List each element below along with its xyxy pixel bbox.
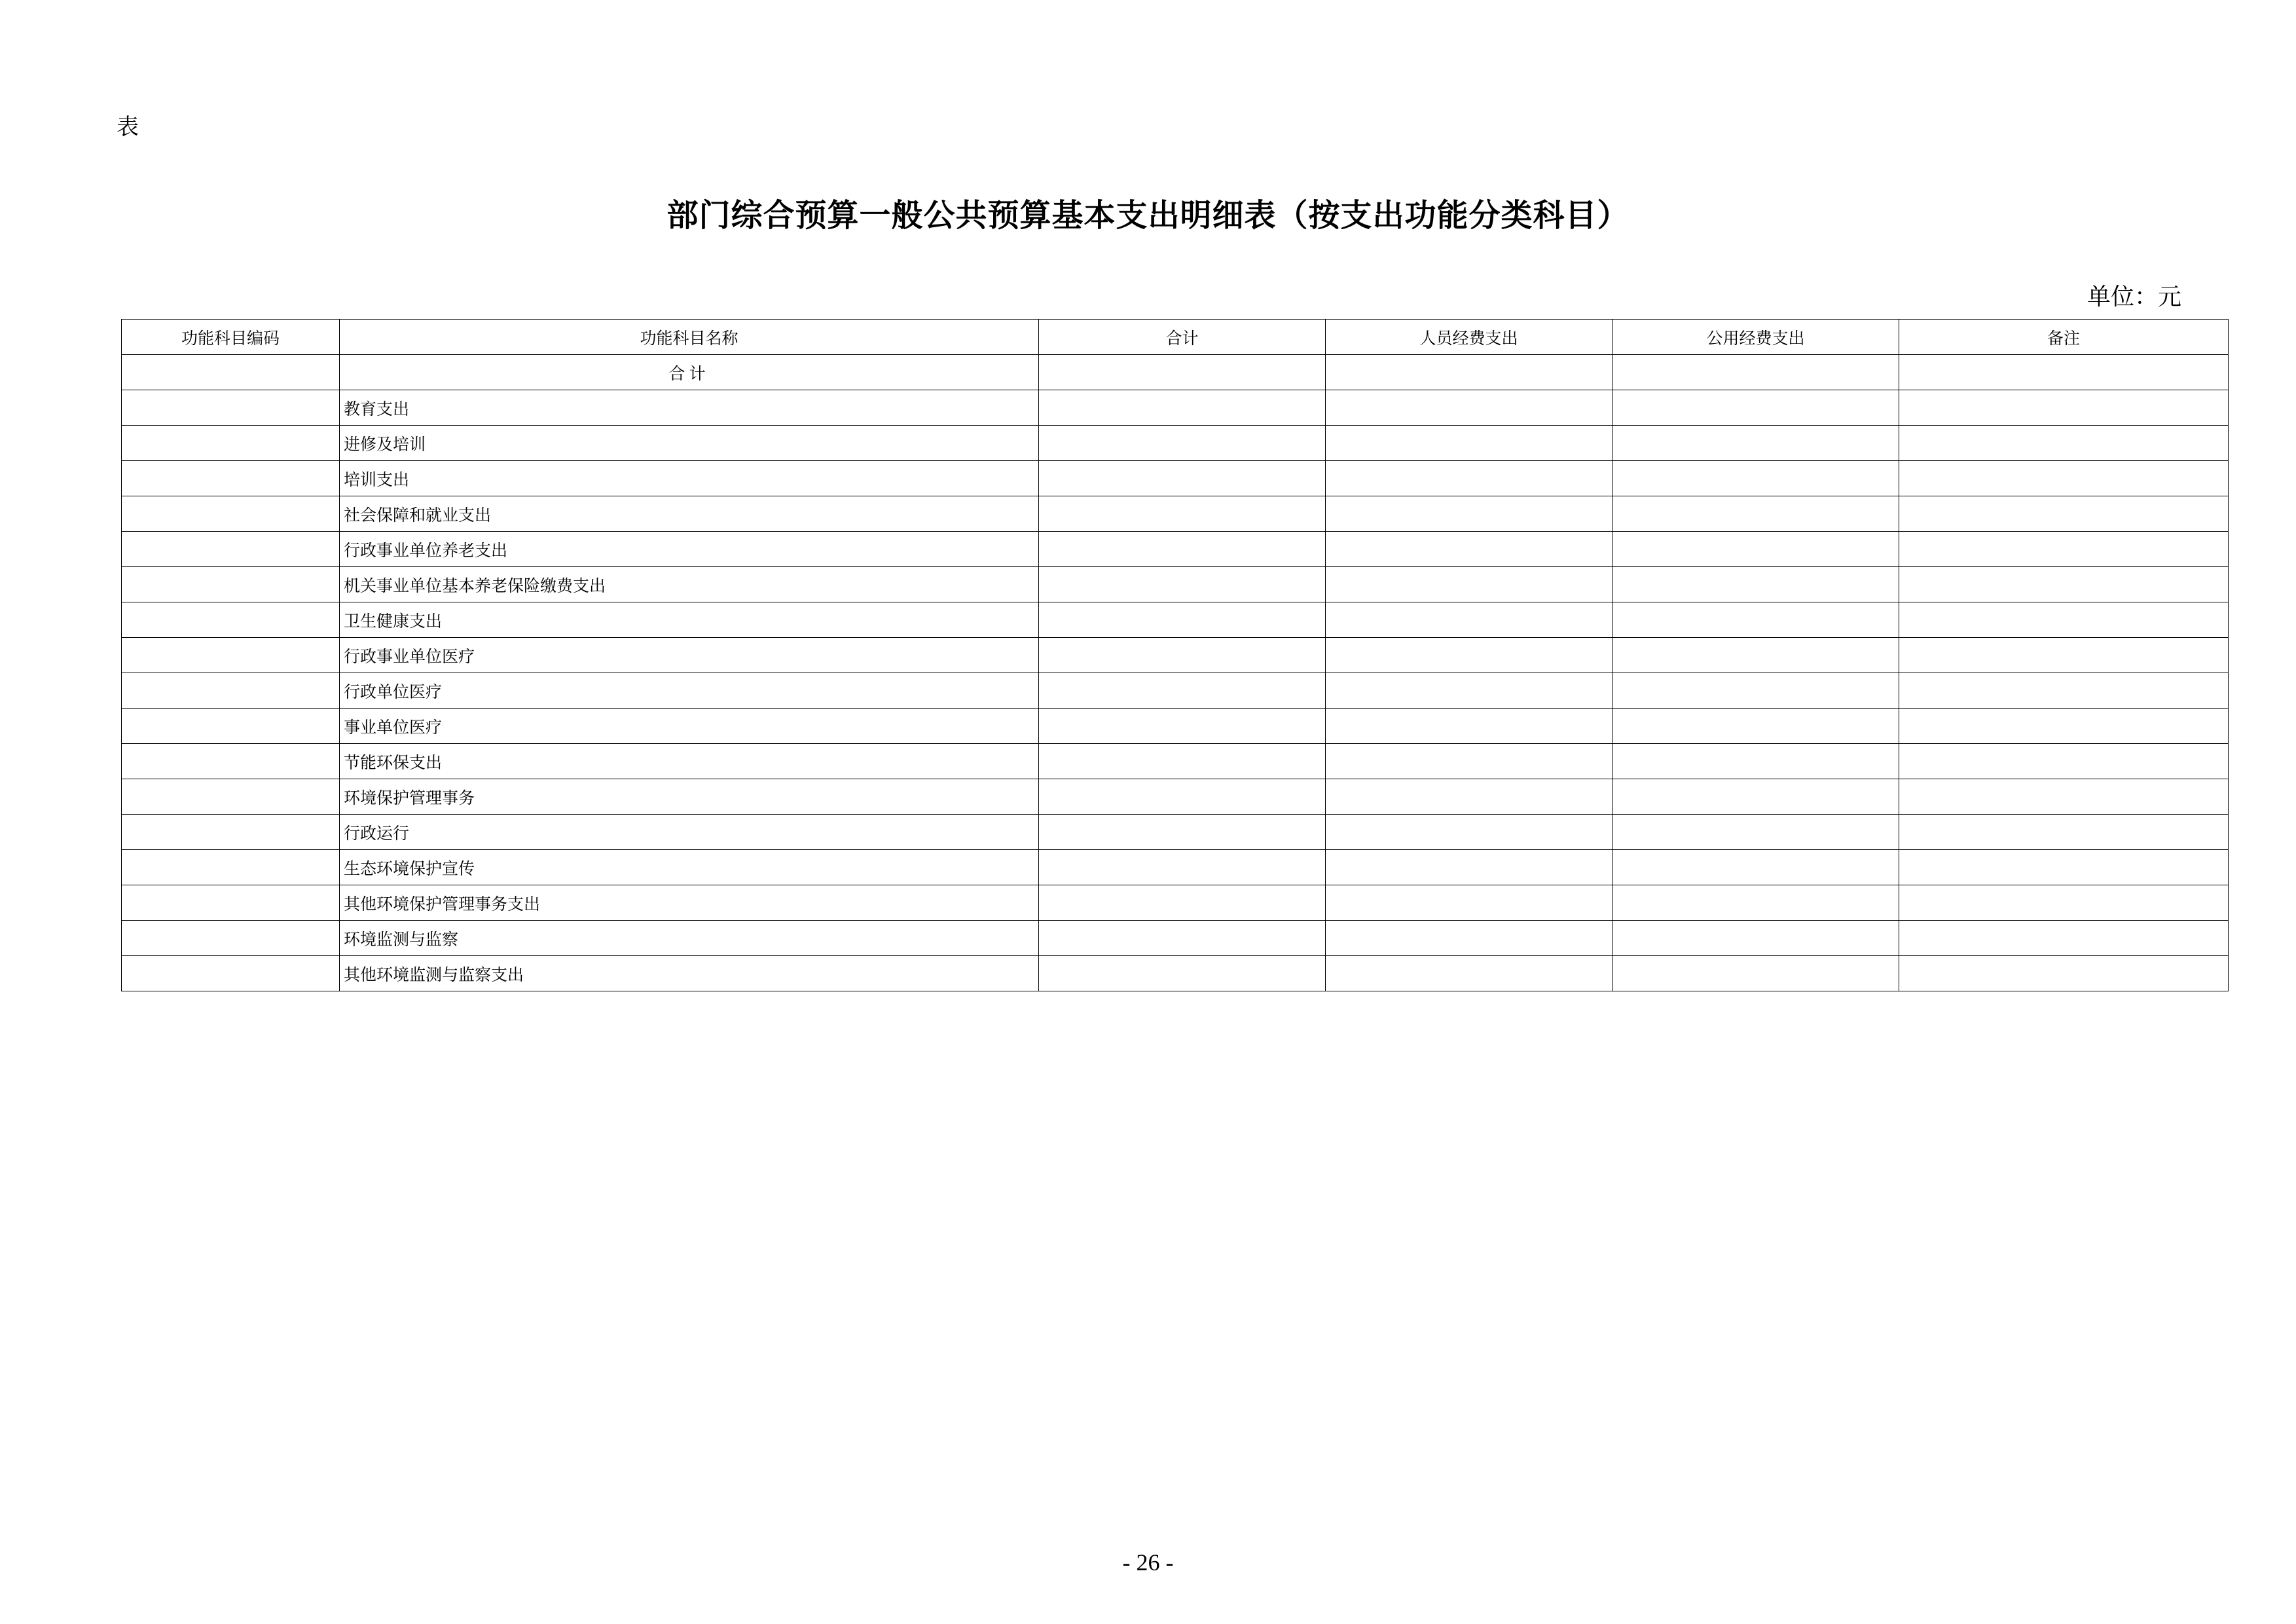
cell-code (122, 956, 340, 991)
cell-public (1613, 355, 1899, 390)
cell-note (1899, 355, 2229, 390)
cell-name: 社会保障和就业支出 (340, 496, 1039, 532)
cell-public (1613, 390, 1899, 426)
cell-name: 进修及培训 (340, 426, 1039, 461)
cell-total (1039, 885, 1326, 921)
cell-public (1613, 496, 1899, 532)
cell-personnel (1326, 638, 1613, 673)
cell-public (1613, 709, 1899, 744)
cell-personnel (1326, 496, 1613, 532)
page-title: 部门综合预算一般公共预算基本支出明细表（按支出功能分类科目） (666, 198, 1630, 233)
cell-total (1039, 744, 1326, 779)
table-row (122, 815, 2229, 850)
cell-name: 生态环境保护宣传 (340, 850, 1039, 885)
cell-total (1039, 532, 1326, 567)
cell-code (122, 532, 340, 567)
cell-total (1039, 921, 1326, 956)
cell-note (1899, 956, 2229, 991)
column-header-name: 功能科目名称 (340, 320, 1039, 355)
cell-public (1613, 673, 1899, 709)
cell-personnel (1326, 461, 1613, 496)
cell-name: 行政事业单位养老支出 (340, 532, 1039, 567)
cell-name: 行政运行 (340, 815, 1039, 850)
cell-name: 行政事业单位医疗 (340, 638, 1039, 673)
cell-note (1899, 461, 2229, 496)
table-row (122, 885, 2229, 921)
cell-personnel (1326, 673, 1613, 709)
cell-public (1613, 815, 1899, 850)
column-header-total: 合计 (1039, 320, 1326, 355)
cell-note (1899, 815, 2229, 850)
cell-total (1039, 390, 1326, 426)
cell-personnel (1326, 426, 1613, 461)
table-row (122, 602, 2229, 638)
table-row (122, 638, 2229, 673)
cell-note (1899, 390, 2229, 426)
cell-note (1899, 850, 2229, 885)
cell-note (1899, 744, 2229, 779)
cell-code (122, 815, 340, 850)
cell-personnel (1326, 850, 1613, 885)
cell-personnel (1326, 602, 1613, 638)
cell-note (1899, 496, 2229, 532)
cell-name: 其他环境监测与监察支出 (340, 956, 1039, 991)
cell-public (1613, 956, 1899, 991)
table-row (122, 426, 2229, 461)
cell-name: 行政单位医疗 (340, 673, 1039, 709)
column-header-personnel: 人员经费支出 (1326, 320, 1613, 355)
cell-note (1899, 709, 2229, 744)
cell-personnel (1326, 390, 1613, 426)
cell-code (122, 638, 340, 673)
corner-mark: 表 (117, 115, 139, 139)
cell-personnel (1326, 709, 1613, 744)
cell-total (1039, 567, 1326, 602)
cell-name: 事业单位医疗 (340, 709, 1039, 744)
cell-code (122, 602, 340, 638)
table-row (122, 779, 2229, 815)
cell-total (1039, 602, 1326, 638)
cell-public (1613, 426, 1899, 461)
cell-code (122, 850, 340, 885)
table-row (122, 709, 2229, 744)
page-number: - 26 - (1122, 1549, 1174, 1576)
table-row (122, 355, 2229, 390)
cell-note (1899, 779, 2229, 815)
cell-code (122, 461, 340, 496)
cell-public (1613, 532, 1899, 567)
table-body (122, 355, 2229, 991)
cell-code (122, 426, 340, 461)
cell-code (122, 885, 340, 921)
table-row (122, 850, 2229, 885)
cell-total (1039, 426, 1326, 461)
cell-personnel (1326, 921, 1613, 956)
table-row (122, 956, 2229, 991)
cell-name: 合 计 (340, 355, 1039, 390)
table-row (122, 921, 2229, 956)
cell-public (1613, 744, 1899, 779)
cell-public (1613, 885, 1899, 921)
table-row (122, 461, 2229, 496)
cell-total (1039, 709, 1326, 744)
cell-total (1039, 673, 1326, 709)
unit-label: 单位：元 (2086, 284, 2181, 310)
cell-code (122, 673, 340, 709)
cell-note (1899, 532, 2229, 567)
cell-name: 环境监测与监察 (340, 921, 1039, 956)
cell-name: 培训支出 (340, 461, 1039, 496)
cell-name: 环境保护管理事务 (340, 779, 1039, 815)
cell-personnel (1326, 815, 1613, 850)
table-row (122, 673, 2229, 709)
column-header-code: 功能科目编码 (122, 320, 340, 355)
cell-total (1039, 956, 1326, 991)
cell-public (1613, 461, 1899, 496)
cell-note (1899, 602, 2229, 638)
cell-personnel (1326, 779, 1613, 815)
cell-code (122, 390, 340, 426)
table-header (122, 320, 2229, 355)
cell-code (122, 709, 340, 744)
cell-public (1613, 779, 1899, 815)
table-row (122, 567, 2229, 602)
cell-total (1039, 496, 1326, 532)
cell-total (1039, 850, 1326, 885)
cell-name: 机关事业单位基本养老保险缴费支出 (340, 567, 1039, 602)
cell-note (1899, 567, 2229, 602)
cell-personnel (1326, 355, 1613, 390)
cell-name: 卫生健康支出 (340, 602, 1039, 638)
cell-code (122, 779, 340, 815)
column-header-public: 公用经费支出 (1613, 320, 1899, 355)
table-row (122, 532, 2229, 567)
cell-public (1613, 602, 1899, 638)
cell-note (1899, 673, 2229, 709)
column-header-note: 备注 (1899, 320, 2229, 355)
cell-note (1899, 426, 2229, 461)
cell-code (122, 921, 340, 956)
cell-note (1899, 921, 2229, 956)
cell-public (1613, 921, 1899, 956)
cell-public (1613, 638, 1899, 673)
cell-public (1613, 850, 1899, 885)
cell-code (122, 355, 340, 390)
cell-code (122, 744, 340, 779)
table-row (122, 744, 2229, 779)
cell-code (122, 567, 340, 602)
table-header-row (122, 320, 2229, 355)
cell-name: 其他环境保护管理事务支出 (340, 885, 1039, 921)
budget-table (121, 319, 2229, 991)
cell-name: 节能环保支出 (340, 744, 1039, 779)
cell-total (1039, 638, 1326, 673)
cell-personnel (1326, 885, 1613, 921)
table-row (122, 496, 2229, 532)
cell-code (122, 496, 340, 532)
cell-total (1039, 355, 1326, 390)
cell-public (1613, 567, 1899, 602)
cell-personnel (1326, 532, 1613, 567)
cell-name: 教育支出 (340, 390, 1039, 426)
cell-total (1039, 779, 1326, 815)
cell-personnel (1326, 567, 1613, 602)
cell-total (1039, 815, 1326, 850)
cell-total (1039, 461, 1326, 496)
cell-note (1899, 885, 2229, 921)
cell-note (1899, 638, 2229, 673)
cell-personnel (1326, 956, 1613, 991)
table-row (122, 390, 2229, 426)
cell-personnel (1326, 744, 1613, 779)
